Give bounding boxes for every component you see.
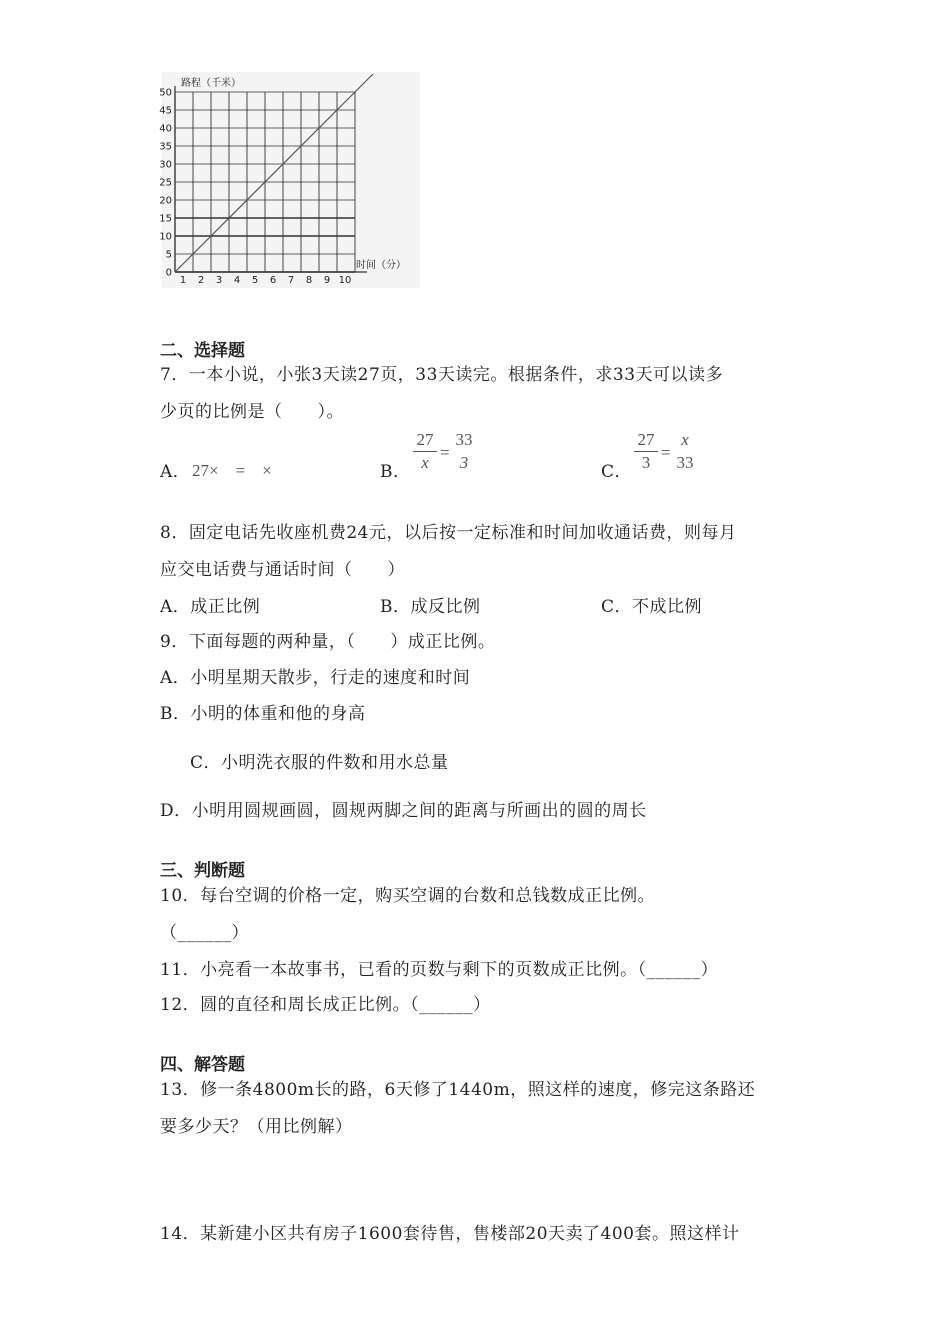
section-heading-answer: 四、解答题 <box>160 1055 245 1075</box>
q7-c-num: 27 <box>637 430 655 449</box>
q13-line1: 13．修一条4800m长的路，6天修了1440m，照这样的速度，修完这条路还 <box>160 1080 756 1100</box>
q7-b-rnum: 33 <box>455 430 473 449</box>
q7-c-den: 3 <box>641 453 651 472</box>
q13-line2: 要多少天？（用比例解） <box>160 1117 353 1137</box>
chart-x-tick-label: 9 <box>323 275 331 286</box>
q9-option-a: A．小明星期天散步，行走的速度和时间 <box>160 668 471 688</box>
q8-stem-line1: 8．固定电话先收座机费24元，以后按一定标准和时间加收通话费，则每月 <box>160 523 737 543</box>
chart-y-tick-label: 40 <box>159 123 172 135</box>
q7-stem-line1: 7．一本小说，小张3天读27页，33天读完。根据条件，求33天可以读多 <box>160 365 724 385</box>
q7-c-equals: = <box>661 443 671 462</box>
q7-b-rden: 3 <box>459 453 469 472</box>
q7-option-c-fraction-left <box>634 430 658 473</box>
q9-option-d: D．小明用圆规画圆，圆规两脚之间的距离与所画出的圆的周长 <box>160 801 647 821</box>
q7-option-a-label: A． <box>160 462 191 482</box>
q8-stem-line2: 应交电话费与通话时间（ ） <box>160 560 405 580</box>
chart-y-tick-label: 25 <box>159 177 172 189</box>
q7-b-den: x <box>421 453 429 472</box>
chart-y-tick-label: 45 <box>159 105 172 117</box>
chart-x-tick-label: 5 <box>251 275 259 286</box>
q7-option-c-label: C． <box>601 462 633 482</box>
q8-option-a: A．成正比例 <box>160 597 261 617</box>
chart-y-tick-label: 0 <box>165 267 172 279</box>
q7-option-b-fraction-left <box>413 430 437 473</box>
chart-x-tick-label: 3 <box>215 275 223 286</box>
q8-option-b: B．成反比例 <box>380 597 481 617</box>
chart-y-tick-label: 5 <box>165 249 172 261</box>
chart-background <box>162 72 420 288</box>
chart-x-tick-label: 6 <box>269 275 277 286</box>
distance-time-chart <box>150 68 420 290</box>
q14-line1: 14．某新建小区共有房子1600套待售，售楼部20天卖了400套。照这样计 <box>160 1224 740 1244</box>
q7-option-b-fraction-right <box>454 430 474 473</box>
chart-y-tick-label: 20 <box>159 195 172 207</box>
chart-x-tick-label: 10 <box>338 275 352 286</box>
q7-option-c-fraction-right <box>674 430 696 473</box>
q10-line1: 10．每台空调的价格一定，购买空调的台数和总钱数成正比例。 <box>160 886 656 906</box>
q7-option-a-expr: 27× = × <box>192 461 272 480</box>
chart-xlabel: 时间（分） <box>356 260 406 271</box>
q11-line: 11．小亮看一本故事书，已看的页数与剩下的页数成正比例。（______） <box>160 960 719 980</box>
q7-c-rden: 33 <box>676 453 694 472</box>
chart-y-tick-label: 35 <box>159 141 172 153</box>
q7-b-equals: = <box>440 443 450 462</box>
chart-y-tick-label: 50 <box>159 87 172 99</box>
chart-y-tick-label: 30 <box>159 159 172 171</box>
q7-option-b-label: B． <box>380 462 411 482</box>
chart-x-tick-label: 7 <box>287 275 295 286</box>
q9-stem: 9．下面每题的两种量，（ ）成正比例。 <box>160 632 496 652</box>
q10-answer-blank[interactable]: （______） <box>160 923 249 943</box>
q7-c-rnum: x <box>681 430 689 449</box>
section-heading-judge: 三、判断题 <box>160 861 245 881</box>
chart-x-tick-label: 8 <box>305 275 313 286</box>
chart-x-tick-label: 4 <box>233 275 241 286</box>
q12-line: 12．圆的直径和周长成正比例。（______） <box>160 995 491 1015</box>
q7-stem-line2: 少页的比例是（ ）。 <box>160 402 344 422</box>
section-heading-choice: 二、选择题 <box>160 341 245 361</box>
q8-option-c: C．不成比例 <box>601 597 703 617</box>
chart-x-tick-label: 1 <box>179 275 187 286</box>
chart-y-tick-label: 15 <box>159 213 172 225</box>
chart-y-tick-label: 10 <box>159 231 172 243</box>
q9-option-b: B．小明的体重和他的身高 <box>160 704 366 724</box>
q9-option-c: C．小明洗衣服的件数和用水总量 <box>190 753 449 773</box>
q7-b-num: 27 <box>416 430 434 449</box>
chart-ylabel: 路程（千米） <box>181 78 241 89</box>
chart-x-tick-label: 2 <box>197 275 205 286</box>
